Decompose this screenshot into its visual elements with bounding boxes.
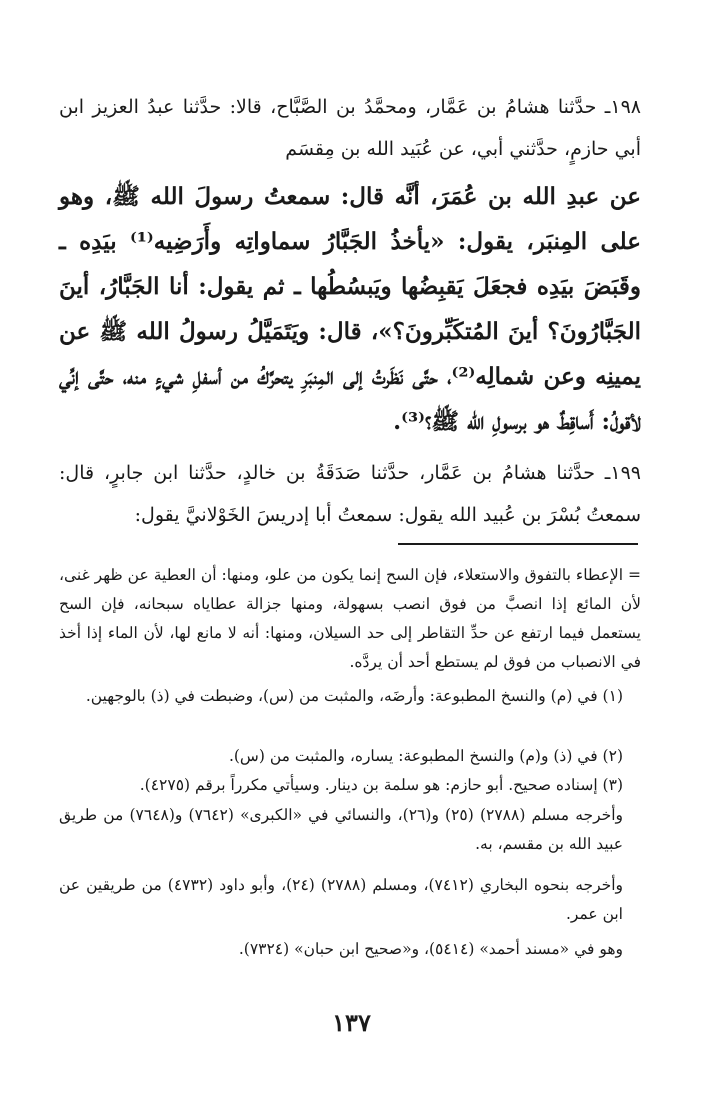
footnote-3-ahmad: وهو في «مسند أحمد» (٥٤١٤)، و«صحيح ابن حبان» (٧٣٢٤).: [238, 940, 623, 958]
footnote-3: (٣) إسناده صحيح. أبو حازم: هو سلمة بن دينار. وسيأتي مكرراً برقم (٤٢٧٥).: [139, 776, 623, 794]
page-number: ١٣٧: [332, 1008, 371, 1037]
footnote-continuation: = الإعطاء بالتفوق والاستعلاء، فإن السح إنما يكون من علو، ومنها: أن العطية عن ظهر غنى، لأن المائع إذا انصبَّ من فوق انصب بسهولة، ومنها جزالة عطاياه سبحانه، فإن السح يستعمل فيما ارتفع عن حدِّ التقاطر إلى حد السيلان، ومنها: أنه لا مانع لها، لأن الماء إذا أخذ في الانصباب من فوق لم يستطع أحد أن يردَّه.: [59, 566, 641, 671]
footnote-1: (١) في (م) والنسخ المطبوعة: وأرضَه، والمثبت من (س)، وضبطت في (ذ) بالوجهين.: [85, 687, 623, 705]
hadith-198-isnad: ١٩٨ـ حدَّثنا هشامُ بن عَمَّار، ومحمَّدُ بن الصَّبَّاح، قالا: حدَّثنا عبدُ العزيز ابن أبي حازمٍ، حدَّثني أبي، عن عُبَيد الله بن مِقسَم: [59, 96, 641, 160]
hadith-199-isnad: ١٩٩ـ حدَّثنا هشامُ بن عَمَّار، حدَّثنا صَدَقَةُ بن خالدٍ، حدَّثنا ابن جابرٍ، قال: سمعتُ بُسْرَ بن عُبيد الله يقول: سمعتُ أبا إدريسَ الخَوْلانيَّ يقول:: [59, 462, 641, 526]
footnote-separator: [398, 543, 638, 545]
footnote-3-bukhari: وأخرجه بنحوه البخاري (٧٤١٢)، ومسلم (٢٧٨٨) (٢٤)، وأبو داود (٤٧٣٢) من طريقين عن ابن عمر.: [59, 876, 624, 923]
hadith-198-matn: عن عبدِ الله بن عُمَرَ، أنَّه قال: سمعتُ رسولَ الله ﷺ، وهو على المِنبَر، يقول: «يأخذُ الجَبَّارُ سماواتِه وأَرَضِيه⁽¹⁾ بيَدِه ـ وقَبَضَ بيَدِه فجعَلَ يَقبِضُها ويَبسُطُها ـ ثم يقول: أنا الجَبَّارُ، أينَ الجَبَّارُونَ؟ أينَ المُتكَبِّرونَ؟»، قال: ويَتَمَيَّلُ رسولُ الله ﷺ عن يمينِه وعن شمالِه⁽²⁾، حتَّى نَظَرتُ إلى المِنبَرِ يتحرَّكُ من أسفلِ شيءٍ منه، حتَّى إنِّي لأقولُ: أَساقِطٌ هو برسولِ الله ﷺ؟⁽³⁾.: [59, 183, 642, 435]
footnote-2: (٢) في (ذ) و(م) والنسخ المطبوعة: يساره، والمثبت من (س).: [228, 747, 623, 765]
footnote-3-muslim-nasai: وأخرجه مسلم (٢٧٨٨) (٢٥) و(٢٦)، والنسائي في «الكبرى» (٧٦٤٢) و(٧٦٤٨) من طريق عبيد الله بن مقسم، به.: [59, 806, 624, 853]
